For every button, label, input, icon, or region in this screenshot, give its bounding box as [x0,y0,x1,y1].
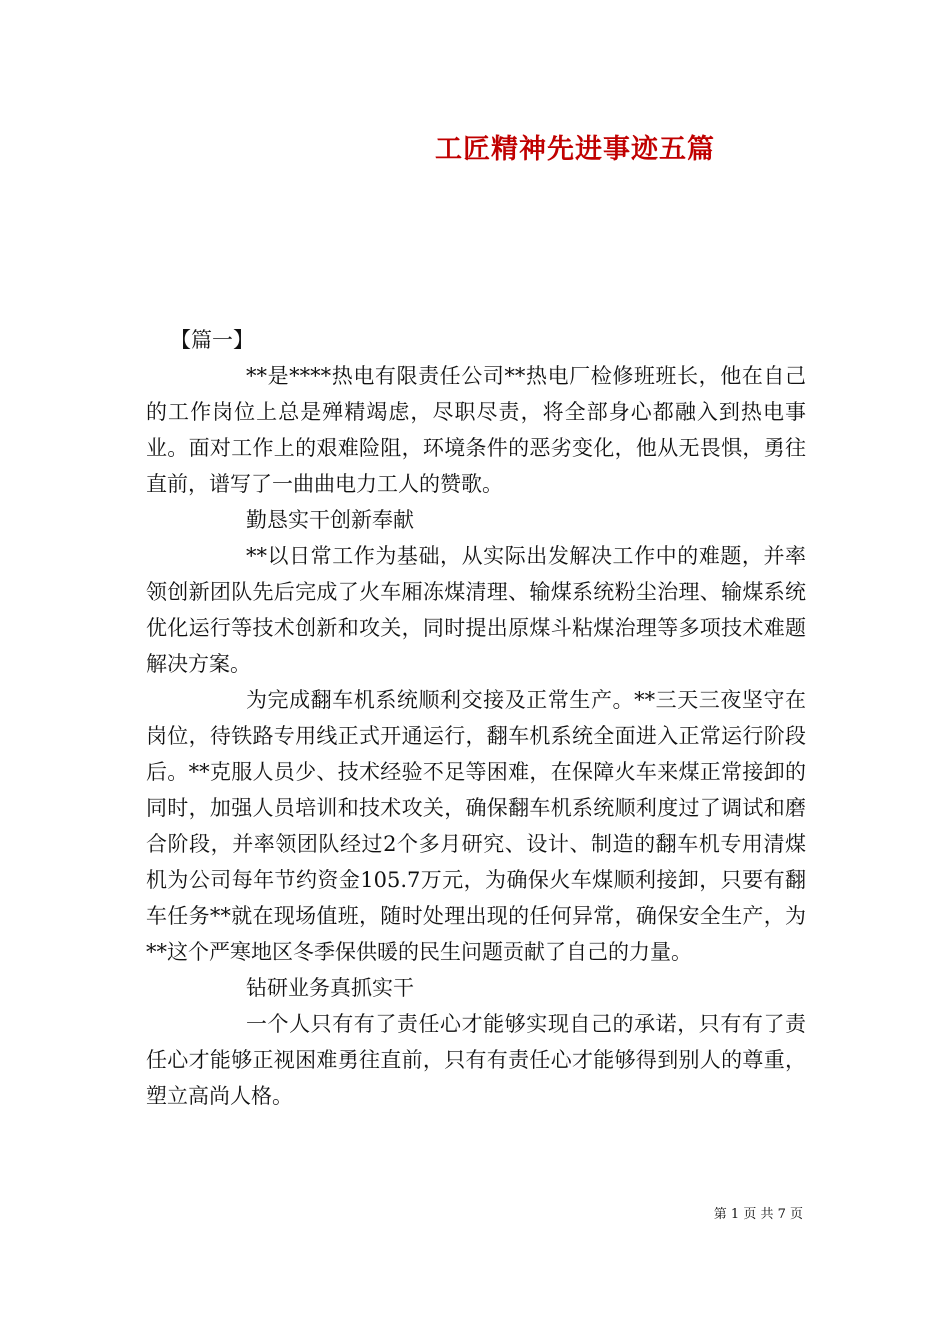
document-body [146,322,806,1114]
subheading-study: 钻研业务真抓实干 [246,976,414,1000]
section-label: 【篇一】 [170,328,254,352]
paragraph-responsibility: 一个人只有有了责任心才能够实现自己的承诺，只有有了责任心才能够正视困难勇往直前，只有有责任心才能够得到别人的尊重，塑立高尚人格。 [146,1012,806,1108]
subheading-diligence: 勤恳实干创新奉献 [246,508,414,532]
page-footer: 第 1 页 共 7 页 [713,1207,803,1222]
paragraph-intro: **是****热电有限责任公司**热电厂检修班班长，他在自己的工作岗位上总是殚精竭虑，尽职尽责，将全部身心都融入到热电事业。面对工作上的艰难险阻，环境条件的恶劣变化，他从无畏惧，勇往直前，谱写了一曲曲电力工人的赞歌。 [146,364,806,496]
paragraph-tippler: 为完成翻车机系统顺利交接及正常生产。**三天三夜坚守在岗位，待铁路专用线正式开通运行，翻车机系统全面进入正常运行阶段后。**克服人员少、技术经验不足等困难，在保障火车来煤正常接卸的同时，加强人员培训和技术攻关，确保翻车机系统顺利度过了调试和磨合阶段，并率领团队经过2个多月研究、设计、制造的翻车机专用清煤机为公司每年节约资金105.7万元，为确保火车煤顺利接卸，只要有翻车任务**就在现场值班，随时处理出现的任何异常，确保安全生产，为**这个严寒地区冬季保供暖的民生问题贡献了自己的力量。 [146,688,806,964]
paragraph-innovation: **以日常工作为基础，从实际出发解决工作中的难题，并率领创新团队先后完成了火车厢冻煤清理、输煤系统粉尘治理、输煤系统优化运行等技术创新和攻关，同时提出原煤斗粘煤治理等多项技术难题解决方案。 [146,544,806,676]
page-title: 工匠精神先进事迹五篇 [435,134,715,165]
